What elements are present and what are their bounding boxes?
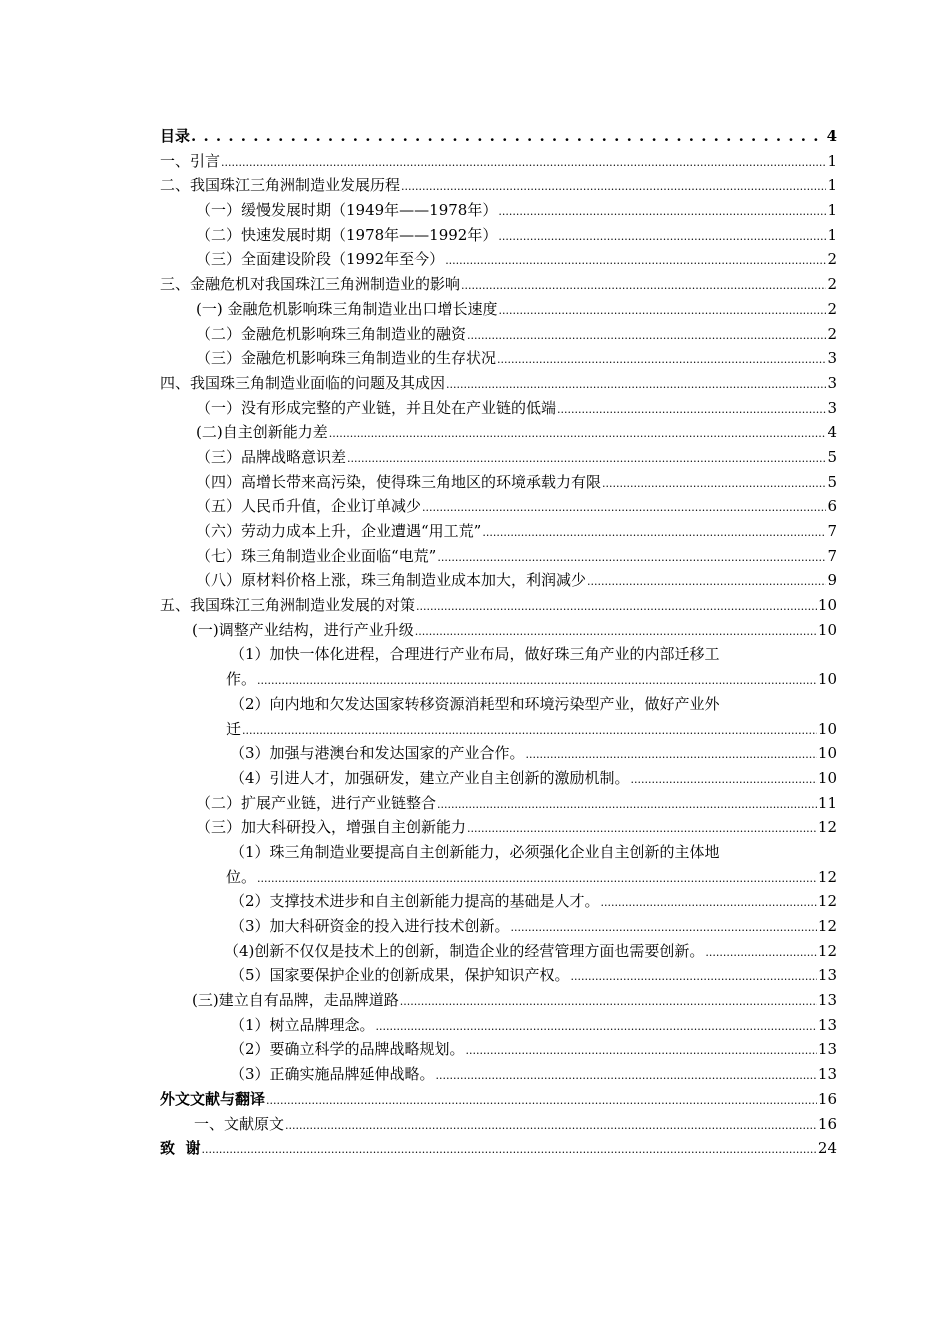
toc-entry-page: 12	[817, 867, 837, 886]
toc-entry[interactable]	[160, 445, 837, 470]
toc-entry[interactable]	[160, 568, 837, 593]
toc-entry-text: 一、文献原文	[194, 1114, 285, 1133]
toc-entry-text: （2）要确立科学的品牌战略规划。	[230, 1040, 465, 1059]
toc-entry-page: 7	[827, 546, 837, 565]
toc-entry-text: （2）向内地和欠发达国家转移资源消耗型和环境污染型产业，做好产业外	[230, 694, 720, 713]
toc-entry[interactable]	[160, 371, 837, 396]
toc-entry[interactable]	[160, 618, 837, 643]
toc-leader-dots	[498, 223, 826, 250]
toc-entry-text: （八）原材料价格上涨，珠三角制造业成本加大，利润减少	[196, 571, 587, 590]
toc-entry-page: 13	[817, 991, 837, 1010]
toc-entry-text: （二）扩展产业链，进行产业链整合	[196, 793, 437, 812]
toc-leader-dots	[526, 741, 817, 768]
toc-entry-page: 2	[827, 324, 837, 343]
toc-entry[interactable]	[160, 717, 837, 742]
toc-entry-page: 13	[817, 1065, 837, 1084]
toc-entry-text-cont: 作。	[226, 670, 257, 689]
toc-entry-page: 10	[817, 719, 837, 738]
toc-entry-text: （5）国家要保护企业的创新成果，保护知识产权。	[230, 966, 570, 985]
toc-entry-page: 6	[827, 497, 837, 516]
toc-entry[interactable]	[160, 198, 837, 223]
toc-entry-text: （1）加快一体化进程，合理进行产业布局，做好珠三角产业的内部迁移工	[230, 645, 720, 664]
toc-leader-dots	[466, 1037, 817, 1064]
toc-entry-page: 12	[817, 917, 837, 935]
toc-entry[interactable]	[160, 470, 837, 495]
toc-entry[interactable]	[160, 939, 837, 964]
toc-entry[interactable]	[160, 420, 837, 445]
toc-entry[interactable]	[160, 346, 837, 371]
toc-entry-text: （3）正确实施品牌延伸战略。	[230, 1065, 435, 1084]
toc-entry-page: 1	[827, 176, 837, 195]
toc-leader-dots	[436, 1062, 817, 1089]
toc-heading-row[interactable]	[160, 124, 837, 149]
toc-leader-dots	[201, 1136, 816, 1163]
toc-leader-dots	[257, 865, 817, 892]
toc-entry[interactable]	[160, 396, 837, 421]
toc-entry-text: (二)自主创新能力差	[196, 423, 328, 442]
toc-entry[interactable]	[160, 494, 837, 519]
toc-entry[interactable]	[160, 149, 837, 174]
toc-entry-page: 13	[817, 966, 837, 985]
toc-leader-dots	[242, 717, 817, 744]
toc-entry[interactable]	[160, 815, 837, 840]
toc-entry-text: （二）金融危机影响珠三角制造业的融资	[196, 324, 467, 343]
toc-leader-dots	[415, 618, 817, 645]
toc-entry-text: （4）引进人才，加强研发，建立产业自主创新的激励机制。	[230, 768, 630, 787]
toc-entry[interactable]	[160, 963, 837, 988]
toc-leader-dots	[376, 1013, 817, 1040]
toc-leader-dots	[401, 173, 826, 200]
toc-leader-dots	[705, 939, 817, 966]
toc-entry-text: 外文文献与翻译	[160, 1089, 266, 1108]
toc-entry-text: （一）缓慢发展时期（1949年——1978年）	[196, 201, 498, 220]
toc-entry-text: 四、我国珠三角制造业面临的问题及其成因	[160, 373, 446, 392]
toc-entry-page: 9	[827, 571, 837, 590]
toc-leader-dots	[467, 322, 826, 349]
toc-entry-page: 10	[817, 620, 837, 639]
toc-entry[interactable]	[160, 1037, 837, 1062]
toc-leader-dots	[601, 889, 817, 916]
toc-entry[interactable]	[160, 173, 837, 198]
toc-leader-dots	[461, 272, 826, 299]
toc-entry-page: 10	[817, 670, 837, 689]
toc-leader-dots	[221, 149, 826, 176]
toc-entry-text: （五）人民币升值，企业订单减少	[196, 497, 422, 516]
toc-entry-page: 3	[827, 398, 837, 417]
toc-leader-dots	[445, 247, 826, 274]
toc-entry-page: 13	[817, 1040, 837, 1059]
toc-entry-page: 11	[817, 793, 837, 812]
toc-entry[interactable]	[160, 865, 837, 890]
toc-leader-dots	[400, 988, 817, 1015]
toc-entry-line1[interactable]	[160, 692, 837, 717]
toc-entry-text: （3）加强与港澳台和发达国家的产业合作。	[230, 744, 525, 763]
toc-entry-text: （二）快速发展时期（1978年——1992年）	[196, 225, 498, 244]
toc-entry-page: 2	[827, 250, 837, 269]
toc-entry-text: （1）树立品牌理念。	[230, 1015, 375, 1034]
toc-leader-dots	[587, 568, 826, 595]
toc-leader-dots	[422, 494, 826, 521]
toc-entry[interactable]	[160, 519, 837, 544]
toc-leader-dots	[446, 371, 826, 398]
toc-leader-dots	[557, 396, 826, 423]
toc-leader-dots	[467, 815, 817, 842]
toc-entry-text: （2）支撑技术进步和自主创新能力提高的基础是人才。	[230, 892, 600, 911]
toc-entry[interactable]	[160, 272, 837, 297]
toc-entry-page: 2	[827, 299, 837, 318]
toc-entry[interactable]	[160, 1013, 837, 1038]
toc-entry-page: 13	[817, 1015, 837, 1034]
toc-entry-text: （1）珠三角制造业要提高自主创新能力，必须强化企业自主创新的主体地	[230, 842, 720, 861]
toc-entry-page: 16	[817, 1089, 837, 1108]
toc-entry-page: 3	[827, 373, 837, 392]
toc-entry[interactable]	[160, 988, 837, 1013]
toc-entry-text: 三、金融危机对我国珠江三角洲制造业的影响	[160, 275, 461, 294]
toc-entry-line1[interactable]	[160, 642, 837, 667]
toc-entry[interactable]	[160, 889, 837, 914]
toc-entry-text: （三）全面建设阶段（1992年至今）	[196, 250, 445, 269]
toc-entry-page: 2	[827, 275, 837, 294]
toc-entry[interactable]	[160, 1087, 837, 1112]
toc-entry[interactable]	[160, 297, 837, 322]
toc-leader-dots	[482, 519, 826, 546]
toc-entry-text: 一、引言	[160, 151, 221, 170]
toc-entry-text: （三）品牌战略意识差	[196, 447, 347, 466]
toc-leader-dots	[257, 667, 817, 694]
toc-entry-page: 24	[817, 1139, 837, 1158]
toc-entry-text: (一)调整产业结构，进行产业升级	[192, 620, 414, 639]
toc-entry[interactable]	[160, 322, 837, 347]
toc-leader-dots	[437, 544, 826, 571]
toc-title-page: 4	[826, 127, 837, 145]
toc-leader-dots	[191, 124, 826, 149]
toc-entry-line1[interactable]	[160, 840, 837, 865]
toc-leader-dots	[266, 1087, 817, 1114]
toc-leader-dots	[631, 766, 817, 793]
toc-entry-text: （3）加大科研资金的投入进行技术创新。	[230, 917, 510, 935]
toc-leader-dots	[437, 791, 817, 818]
toc-title: 目录	[160, 127, 191, 145]
toc-leader-dots	[498, 198, 826, 225]
toc-leader-dots	[511, 914, 817, 941]
toc-entry-text: （六）劳动力成本上升，企业遭遇“用工荒”	[196, 522, 482, 540]
toc-entry-text: 二、我国珠江三角洲制造业发展历程	[160, 176, 401, 195]
toc-entry-page: 1	[827, 225, 837, 244]
toc-entry-text: （七）珠三角制造业企业面临“电荒”	[196, 546, 437, 565]
toc-leader-dots	[285, 1112, 817, 1139]
toc-entry-page: 5	[827, 447, 837, 466]
toc-entry[interactable]	[160, 741, 837, 766]
toc-entry-text: （三）加大科研投入，增强自主创新能力	[196, 818, 467, 837]
toc-leader-dots	[571, 963, 817, 990]
toc-entry-page: 16	[817, 1114, 837, 1133]
toc-entry-page: 3	[827, 349, 837, 368]
toc-entry-text: （4)创新不仅仅是技术上的创新，制造企业的经营管理方面也需要创新。	[224, 941, 705, 960]
toc-entry[interactable]	[160, 667, 837, 692]
toc-entry-page: 10	[817, 744, 837, 763]
toc-entry[interactable]	[160, 593, 837, 618]
toc-entry-page: 10	[817, 596, 837, 615]
toc-entry-page: 7	[827, 522, 837, 540]
toc-entry[interactable]	[160, 1136, 837, 1161]
toc-entry-page: 12	[817, 892, 837, 911]
toc-entry[interactable]	[160, 247, 837, 272]
toc-entry-page: 12	[817, 818, 837, 837]
toc-leader-dots	[497, 346, 826, 373]
toc-entry-text: 致 谢	[160, 1139, 201, 1158]
toc-leader-dots	[498, 297, 826, 324]
toc-entry-text: （四）高增长带来高污染，使得珠三角地区的环境承载力有限	[196, 472, 602, 491]
toc-entry[interactable]	[160, 791, 837, 816]
toc-entry-text: （三）金融危机影响珠三角制造业的生存状况	[196, 349, 497, 368]
toc-leader-dots	[602, 470, 826, 497]
toc-entry-page: 10	[817, 768, 837, 787]
table-of-contents	[160, 124, 837, 1161]
toc-entry[interactable]	[160, 1112, 837, 1137]
toc-entry-page: 1	[827, 151, 837, 170]
toc-entry[interactable]	[160, 914, 837, 939]
toc-entry-text: 五、我国珠江三角洲制造业发展的对策	[160, 596, 416, 615]
toc-entry-text: （一）没有形成完整的产业链，并且处在产业链的低端	[196, 398, 557, 417]
toc-entry-page: 4	[827, 423, 837, 442]
toc-entry[interactable]	[160, 223, 837, 248]
toc-leader-dots	[347, 445, 826, 472]
toc-entry-page: 5	[827, 472, 837, 491]
toc-entry-text-cont: 位。	[226, 867, 257, 886]
toc-entry-page: 12	[817, 941, 837, 960]
toc-entry-text: (一) 金融危机影响珠三角制造业出口增长速度	[196, 299, 498, 318]
toc-entry-text: (三)建立自有品牌，走品牌道路	[192, 991, 399, 1010]
toc-entry[interactable]	[160, 766, 837, 791]
toc-leader-dots	[329, 420, 827, 447]
toc-entry[interactable]	[160, 1062, 837, 1087]
toc-entry[interactable]	[160, 544, 837, 569]
toc-entry-page: 1	[827, 201, 837, 220]
toc-leader-dots	[416, 593, 817, 620]
toc-entry-text-cont: 迁	[226, 719, 242, 738]
